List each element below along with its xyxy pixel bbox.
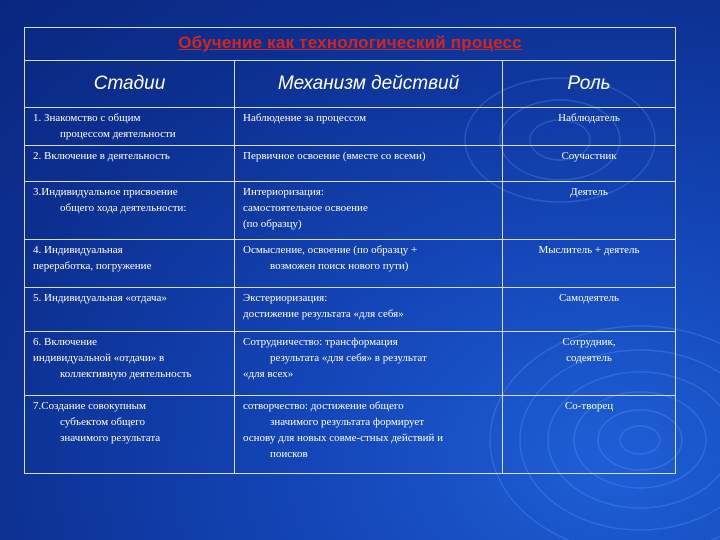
- table-row: [25, 332, 676, 396]
- mechanism-text-line: результата «для себя» в результат: [270, 352, 427, 364]
- role-cell: [503, 332, 676, 396]
- stage-cell: [25, 332, 235, 396]
- stage-text-line: коллективную деятельность: [60, 368, 192, 380]
- mechanism-text-line: Первичное освоение (вместе со всеми): [243, 150, 426, 162]
- role-cell: [503, 240, 676, 288]
- mechanism-text-line: «для всех»: [243, 368, 294, 380]
- role-text-line: Самодеятель: [558, 292, 620, 304]
- mechanism-text-line: значимого результата формирует: [270, 416, 425, 428]
- mechanism-text-line: сотворчество: достижение общего: [243, 400, 404, 412]
- stage-text-line: 2. Включение в деятельность: [33, 150, 170, 162]
- stage-text-line: общего хода деятельности:: [60, 202, 187, 214]
- mechanism-cell: [235, 108, 503, 146]
- mechanism-text-line: Сотрудничество: трансформация: [243, 336, 398, 348]
- role-text-line: содеятель: [566, 352, 612, 364]
- table-row: [25, 240, 676, 288]
- stage-cell: [25, 182, 235, 240]
- stage-text-line: 5. Индивидуальная «отдача»: [33, 292, 167, 304]
- title-row: [25, 28, 676, 61]
- mechanism-text-line: Наблюдение за процессом: [243, 112, 367, 124]
- role-cell: [503, 146, 676, 182]
- mechanism-text-line: самостоятельное освоение: [243, 202, 368, 214]
- stage-text-line: процессом деятельности: [60, 128, 176, 140]
- stage-text-line: 6. Включение: [33, 336, 98, 348]
- role-text-line: Деятель: [570, 186, 608, 198]
- stage-text-line: 1. Знакомство с общим: [33, 112, 141, 124]
- stage-text-line: значимого результата: [60, 432, 161, 444]
- stage-cell: [25, 240, 235, 288]
- mechanism-text-line: возможен поиск нового пути): [270, 260, 409, 272]
- role-text-line: Мыслитель + деятель: [538, 244, 640, 256]
- stage-text-line: субъектом общего: [60, 416, 146, 428]
- mechanism-text-line: основу для новых совме-стных действий и: [243, 432, 443, 444]
- table-row: [25, 396, 676, 474]
- table-title: Обучение как технологический процесс: [178, 33, 522, 52]
- stage-text-line: индивидуальной «отдачи» в: [33, 352, 165, 364]
- stage-cell: [25, 396, 235, 474]
- mechanism-cell: [235, 182, 503, 240]
- mechanism-text-line: Интериоризация:: [243, 186, 324, 198]
- role-cell: [503, 182, 676, 240]
- table-row: [25, 182, 676, 240]
- stage-text-line: 7.Создание совокупным: [33, 400, 146, 412]
- title-cell: [25, 28, 676, 61]
- stage-cell: [25, 146, 235, 182]
- role-cell: [503, 108, 676, 146]
- header-role: Роль: [503, 61, 676, 108]
- role-text-line: Соучастник: [561, 150, 617, 162]
- role-cell: [503, 288, 676, 332]
- role-text-line: Наблюдатель: [558, 112, 620, 124]
- stages-table: [24, 27, 676, 474]
- stage-text-line: 3.Индивидуальное присвоение: [33, 186, 178, 198]
- header-mechanism: Механизм действий: [235, 61, 503, 108]
- mechanism-cell: [235, 332, 503, 396]
- mechanism-text-line: Экстериоризация:: [243, 292, 328, 304]
- mechanism-text-line: достижение результата «для себя»: [243, 308, 404, 320]
- role-cell: [503, 396, 676, 474]
- mechanism-cell: [235, 396, 503, 474]
- table-row: [25, 108, 676, 146]
- table-body: [25, 108, 676, 474]
- table-row: [25, 288, 676, 332]
- role-text-line: Со-творец: [564, 400, 614, 412]
- role-text-line: Сотрудник,: [562, 336, 616, 348]
- stage-cell: [25, 108, 235, 146]
- mechanism-cell: [235, 288, 503, 332]
- stage-text-line: переработка, погружение: [33, 260, 152, 272]
- mechanism-text-line: поисков: [270, 448, 308, 460]
- mechanism-cell: [235, 240, 503, 288]
- mechanism-text-line: Осмысление, освоение (по образцу +: [243, 244, 418, 256]
- table-row: [25, 146, 676, 182]
- stage-text-line: 4. Индивидуальная: [33, 244, 123, 256]
- stage-cell: [25, 288, 235, 332]
- mechanism-cell: [235, 146, 503, 182]
- header-row: [25, 61, 676, 108]
- mechanism-text-line: (по образцу): [243, 218, 302, 230]
- header-stages: Стадии: [25, 61, 235, 108]
